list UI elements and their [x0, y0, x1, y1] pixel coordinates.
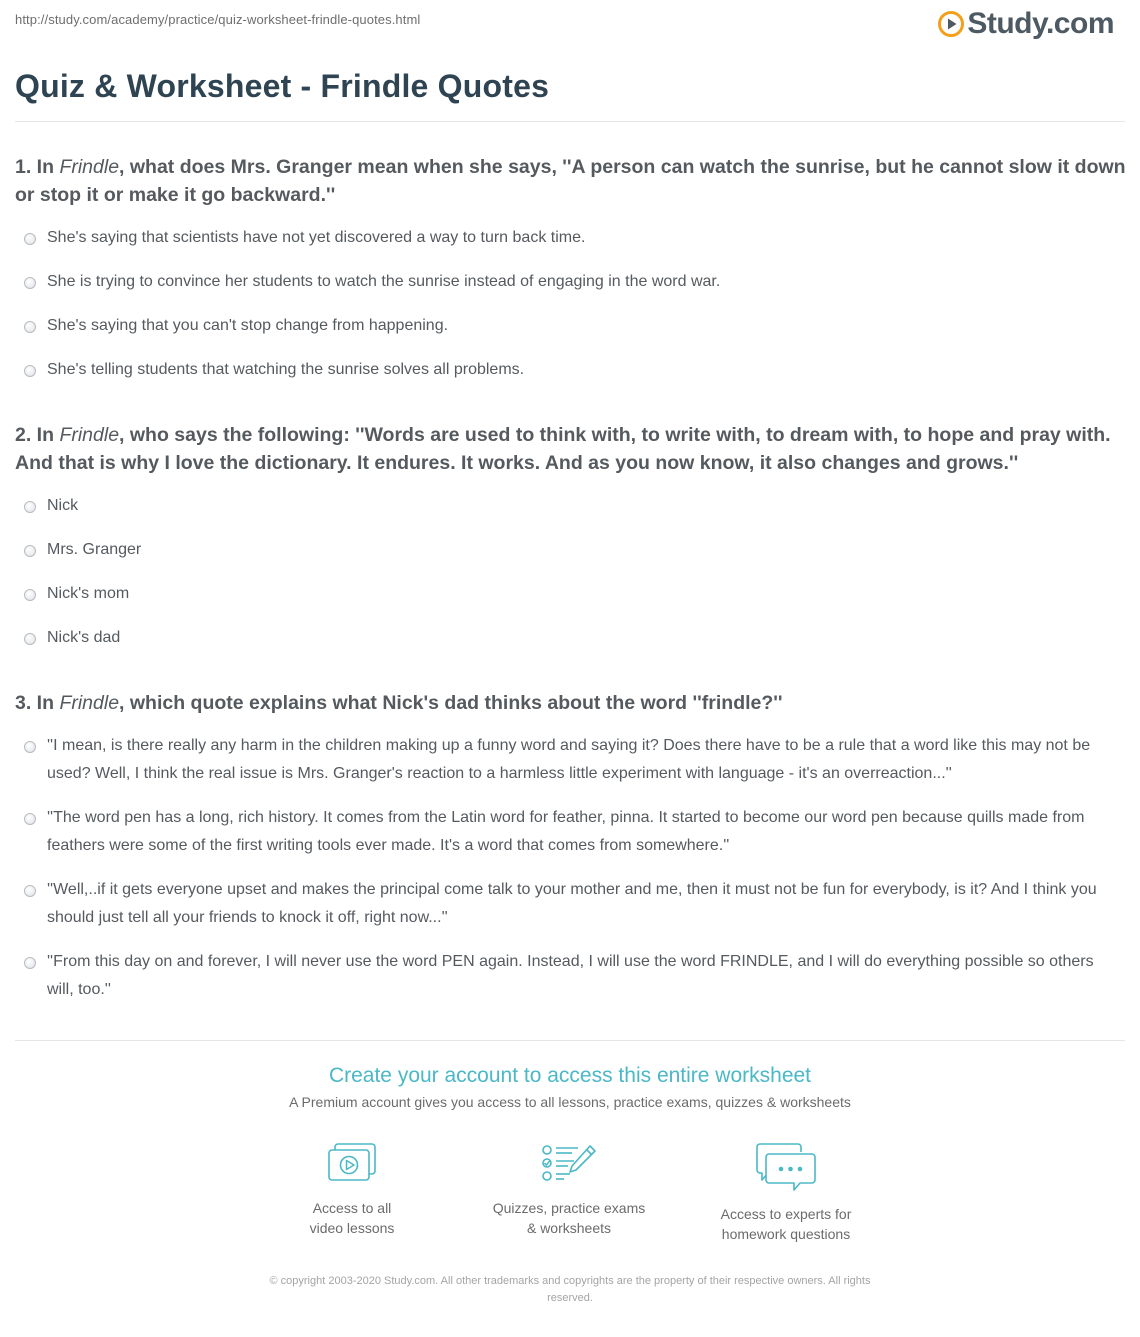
answer-text: Nick — [47, 497, 79, 514]
radio-button-icon[interactable] — [24, 277, 36, 289]
radio-button-icon[interactable] — [24, 233, 36, 245]
cta-heading-link[interactable]: Create your account to access this entire worksheet — [328, 1064, 812, 1087]
radio-button-icon[interactable] — [24, 813, 36, 825]
answer-text: She is trying to convince her students to watch the sunrise instead of engaging in the word war. — [47, 273, 721, 290]
answer-option[interactable] — [0, 732, 1140, 804]
radio-button-icon[interactable] — [24, 885, 36, 897]
page-url: http://study.com/academy/practice/quiz-worksheet-frindle-quotes.html — [15, 12, 421, 27]
answer-text: She's saying that scientists have not yet discovered a way to turn back time. — [47, 229, 586, 246]
quiz-checklist-icon — [540, 1142, 598, 1188]
feature-label: Access to experts for homework questions — [720, 1206, 852, 1242]
page-header — [0, 0, 1140, 50]
cta-divider — [15, 1040, 1125, 1041]
copyright-notice: © copyright 2003-2020 Study.com. All other trademarks and copyrights are the property of their respective owners. All rights reserved. — [269, 1275, 871, 1304]
feature-experts — [676, 1142, 896, 1244]
question-2: 2. In Frindle, who says the following: ''Words are used to think with, to write with, to dream with, to hope and pray with. And that is why I love the dictionary. It endures. It works. And as you now know, it also changes and grows.'' — [15, 424, 1111, 474]
logo-wordmark: Study.com — [967, 7, 1114, 40]
answer-text: She's telling students that watching the sunrise solves all problems. — [47, 361, 525, 378]
feature-label: Access to all video lessons — [309, 1200, 395, 1236]
answer-text: ''The word pen has a long, rich history. It comes from the Latin word for feather, pinna. It started to become our word pen because quills made from feathers were some of the first writing tools ever made. It's a word that comes from somewhere.'' — [47, 809, 1085, 854]
radio-button-icon[interactable] — [24, 501, 36, 513]
answer-option[interactable] — [0, 492, 1140, 536]
title-divider — [15, 121, 1125, 122]
question-2-options — [0, 492, 1140, 668]
answer-text: Nick's mom — [47, 585, 130, 602]
radio-button-icon[interactable] — [24, 957, 36, 969]
page-title: Quiz & Worksheet - Frindle Quotes — [15, 68, 550, 104]
answer-option[interactable] — [0, 948, 1140, 1020]
answer-option[interactable] — [0, 876, 1140, 948]
answer-text: ''I mean, is there really any harm in the children making up a funny word and saying it? Does there have to be a rule that a word like this may not be used? Well, I think the real issue is Mrs. Granger's reaction to a harmless little experiment with language - it's an overreaction...'' — [47, 737, 1091, 782]
feature-label: Quizzes, practice exams & worksheets — [492, 1200, 646, 1236]
answer-text: ''From this day on and forever, I will never use the word PEN again. Instead, I will use the word FRINDLE, and I will do everything possible so others will, too.'' — [47, 953, 1094, 998]
answer-option[interactable] — [0, 224, 1140, 268]
question-3-options — [0, 732, 1140, 1020]
feature-quizzes — [459, 1142, 679, 1238]
answer-text: Nick's dad — [47, 629, 121, 646]
cta-subtitle: A Premium account gives you access to all lessons, practice exams, quizzes & worksheets — [289, 1094, 851, 1110]
book-title: Frindle — [59, 156, 120, 178]
radio-button-icon[interactable] — [24, 741, 36, 753]
video-lessons-icon — [326, 1142, 378, 1188]
question-3: 3. In Frindle, which quote explains what Nick's dad thinks about the word ''frindle?'' — [15, 692, 783, 714]
radio-button-icon[interactable] — [24, 545, 36, 557]
answer-option[interactable] — [0, 624, 1140, 668]
play-logo-icon — [938, 11, 964, 37]
feature-video-lessons — [242, 1142, 462, 1238]
answer-text: Mrs. Granger — [47, 541, 142, 558]
book-title: Frindle — [59, 424, 120, 446]
answer-option[interactable] — [0, 312, 1140, 356]
radio-button-icon[interactable] — [24, 365, 36, 377]
answer-option[interactable] — [0, 804, 1140, 876]
book-title: Frindle — [59, 692, 120, 714]
expert-chat-icon — [754, 1142, 818, 1194]
study-com-logo[interactable] — [938, 6, 1114, 42]
answer-text: She's saying that you can't stop change from happening. — [47, 317, 449, 334]
radio-button-icon[interactable] — [24, 633, 36, 645]
answer-option[interactable] — [0, 356, 1140, 400]
question-1: 1. In Frindle, what does Mrs. Granger mean when she says, ''A person can watch the sunrise, but he cannot slow it down or stop it or make it go backward.'' — [15, 156, 1126, 206]
answer-text: ''Well,..if it gets everyone upset and makes the principal come talk to your mother and me, then it must not be fun for everybody, is it? And I think you should just tell all your friends to knock it off, right now...'' — [47, 881, 1097, 926]
answer-option[interactable] — [0, 268, 1140, 312]
radio-button-icon[interactable] — [24, 589, 36, 601]
answer-option[interactable] — [0, 536, 1140, 580]
answer-option[interactable] — [0, 580, 1140, 624]
question-1-options — [0, 224, 1140, 400]
radio-button-icon[interactable] — [24, 321, 36, 333]
